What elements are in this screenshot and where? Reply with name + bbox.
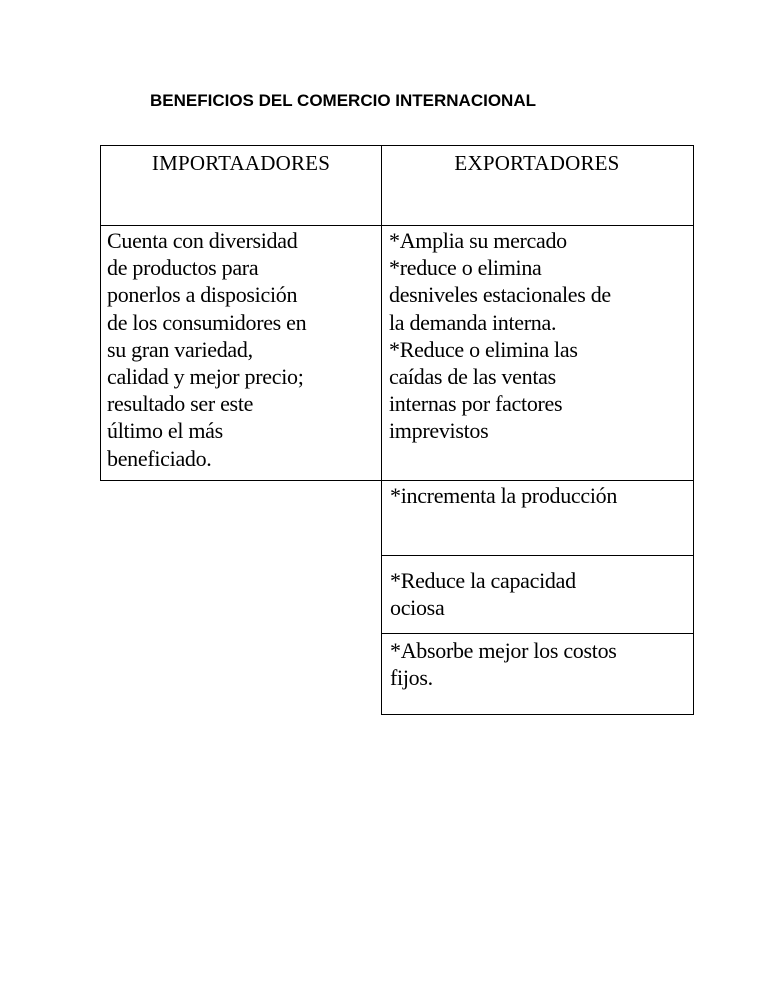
exportadores-line: ociosa [390, 595, 445, 621]
exportadores-line: imprevistos [389, 418, 489, 444]
importadores-line: su gran variedad, [107, 336, 253, 362]
exportadores-line: *Reduce la capacidad [390, 568, 576, 593]
exportadores-cell-1 [381, 225, 694, 481]
exportadores-line: *Amplia su mercado [389, 228, 567, 253]
importadores-line: de productos para [107, 255, 259, 281]
exportadores-line: *Absorbe mejor los costos [390, 638, 617, 663]
importadores-line: último el más [107, 418, 223, 444]
importadores-line: Cuenta con diversidad [107, 228, 298, 253]
exportadores-line: caídas de las ventas [389, 364, 556, 390]
importadores-line: ponerlos a disposición [107, 282, 298, 308]
document-title: BENEFICIOS DEL COMERCIO INTERNACIONAL [150, 91, 536, 110]
exportadores-cell-4 [381, 633, 694, 715]
importadores-line: calidad y mejor precio; [107, 364, 304, 390]
exportadores-cell-2 [381, 480, 694, 556]
exportadores-line: *reduce o elimina [389, 255, 542, 281]
exportadores-line: la demanda interna. [389, 309, 557, 335]
header-importadores: IMPORTAADORES [151, 151, 331, 175]
exportadores-line: internas por factores [389, 391, 563, 417]
importadores-line: de los consumidores en [107, 309, 307, 335]
header-importadores-cell [100, 145, 382, 226]
exportadores-cell-3 [381, 555, 694, 634]
importadores-cell [100, 225, 382, 481]
header-exportadores-cell [381, 145, 694, 226]
header-exportadores: EXPORTADORES [454, 151, 620, 175]
exportadores-line: fijos. [390, 665, 433, 691]
exportadores-line: *incrementa la producción [390, 483, 618, 508]
exportadores-line: desniveles estacionales de [389, 282, 611, 308]
importadores-line: resultado ser este [107, 391, 254, 417]
exportadores-line: *Reduce o elimina las [389, 336, 578, 362]
importadores-line: beneficiado. [107, 445, 212, 471]
